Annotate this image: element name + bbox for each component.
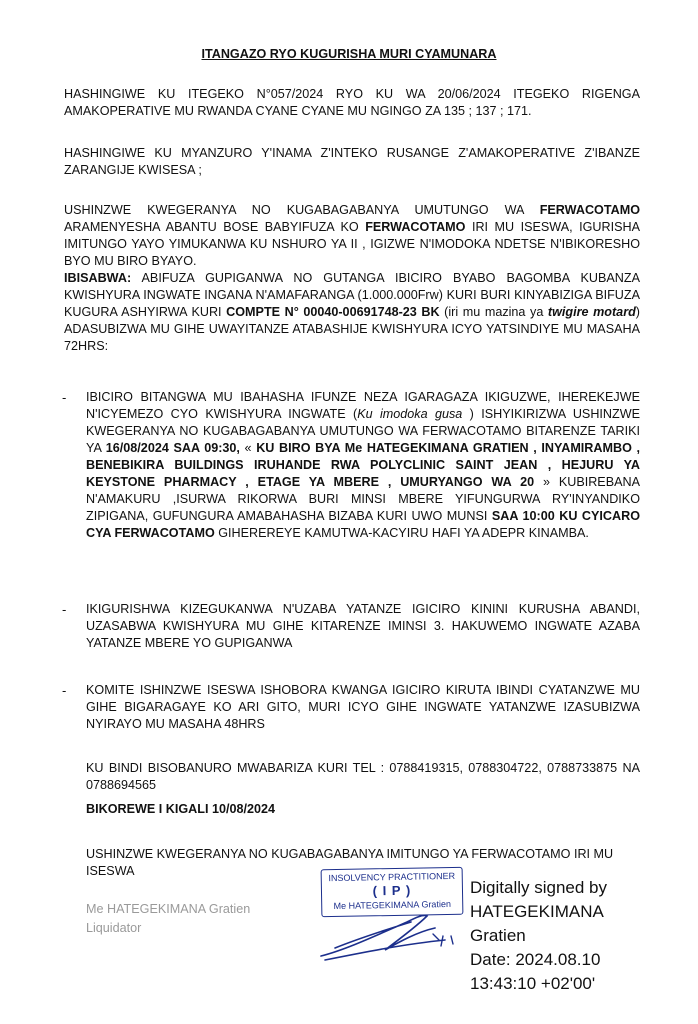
text-segment: GIHEREREYE KAMUTWA-KACYIRU HAFI YA ADEPR KINAMBA. (214, 526, 589, 540)
italic-note: Ku imodoka gusa (357, 407, 463, 421)
handwritten-signature (315, 900, 475, 970)
office-address: KU BIRO BYA Me HATEGEKIMANA GRATIEN , INYAMIRAMBO , BENEBIKIRA BUILDINGS IRUHANDE RWA POLYCLINIC SAINT JEAN , HEJURU YA KEYSTONE PHARMACY , ETAGE YA MBERE , UMURYANGO WA 20 (86, 441, 641, 489)
liquidator-name: Me HATEGEKIMANA Gratien (86, 902, 251, 916)
announcement-paragraph (64, 202, 640, 355)
bullet-dash: - (62, 683, 67, 698)
digital-signature-line: Date: 2024.08.10 (470, 950, 601, 969)
stamp-line-1: INSOLVENCY PRACTITIONER (328, 870, 456, 884)
document-title: ITANGAZO RYO KUGURISHA MURI CYAMUNARA (201, 47, 497, 61)
assembly-resolution-paragraph: HASHINGIWE KU MYANZURO Y'INAMA Z'INTEKO RUSANGE Z'AMAKOPERATIVE Z'IBANZE ZARANGIJE KWISESA ; (64, 146, 640, 177)
stamp-line-2: ( I P ) (372, 882, 412, 899)
opening-time-place: SAA 10:00 KU CYICARO CYA FERWACOTAMO (86, 509, 640, 540)
account-holder-name: twigire motard (547, 305, 636, 319)
bid-submission-paragraph (86, 389, 640, 542)
deadline-date: 16/08/2024 SAA 09:30, (105, 441, 240, 455)
requirements-label: IBISABWA: (64, 271, 132, 285)
stamp-line-3: Me HATEGEKIMANA Gratien (333, 898, 451, 912)
legal-basis-paragraph: HASHINGIWE KU ITEGEKO N°057/2024 RYO KU WA 20/06/2024 ITEGEKO RIGENGA AMAKOPERATIVE MU RWANDA CYANE CYANE MU NGINGO ZA 135 ; 137 ; 171. (64, 87, 640, 118)
text-segment: USHINZWE KWEGERANYA NO KUGABAGABANYA UMUTUNGO WA (64, 203, 540, 217)
text-segment: ) ADASUBIZWA MU GIHE UWAYITANZE ATABASHIJE KWISHYURA ICYO YATSINDIYE MU MASAHA 72HRS: (64, 305, 640, 353)
committee-paragraph: KOMITE ISHINZWE ISESWA ISHOBORA KWANGA IGICIRO KIRUTA IBINDI CYATANZWE MU GIHE BIGARAGAYE KO ARI GITO, MURI ICYO GIHE INGWATE YATANZWE IZASUBIZWA NYIRAYO MU MASAHA 48HRS (86, 683, 640, 731)
account-number: COMPTE N° 00040-00691748-23 BK (226, 305, 440, 319)
text-segment: (iri mu mazina ya (439, 305, 548, 319)
digital-signature-line: Gratien (470, 926, 526, 945)
liquidator-role: Liquidator (86, 921, 142, 935)
bullet-dash: - (62, 602, 67, 617)
text-segment: « (239, 441, 257, 455)
text-segment: ) ISHYIKIRIZWA USHINZWE KWEGERANYA NO KUGABAGABANYA UMUTUNGO WA FERWACOTAMO BITARENZE TARIKI YA (86, 407, 640, 455)
digital-signature-line: Digitally signed by (470, 878, 608, 897)
digital-signature-line: HATEGEKIMANA (470, 902, 604, 921)
text-segment: ARAMENYESHA ABANTU BOSE BABYIFUZA KO (64, 220, 366, 234)
org-name-bold: FERWACOTAMO (365, 220, 466, 234)
closing-title: USHINZWE KWEGERANYA NO KUGABAGABANYA IMITUNGO YA FERWACOTAMO IRI MU ISESWA (86, 847, 614, 878)
digital-signature-block (470, 876, 607, 996)
contact-info: KU BINDI BISOBANURO MWABARIZA KURI TEL : 0788419315, 0788304722, 0788733875 NA 0788694565 (86, 761, 640, 792)
bullet-dash: - (62, 390, 67, 405)
digital-signature-line: 13:43:10 +02'00' (470, 974, 596, 993)
liquidator-block (86, 900, 250, 938)
place-and-date: BIKOREWE I KIGALI 10/08/2024 (86, 802, 275, 816)
text-segment: IBICIRO BITANGWA MU IBAHASHA IFUNZE NEZA IGARAGAZA IKIGUZWE, IHEREKEJWE N'ICYEMEZO CYO KWISHYURA INGWATE ( (86, 390, 640, 421)
org-name-bold: FERWACOTAMO (539, 203, 640, 217)
text-segment: » KUBIREBANA N'AMAKURU ,ISURWA RIKORWA BURI MINSI MBERE YIFUNGURWA RY'INYANDIKO ZIPIGANA, GUFUNGURA AMABAHASHA BIZABA KURI UWO MUNSI (86, 475, 641, 523)
text-segment: ABIFUZA GUPIGANWA NO GUTANGA IBICIRO BYABO BAGOMBA KUBANZA KWISHYURA INGWATE INGANA N'AMAFARANGA (1.000.000Frw) KURI BURI KINYABIZIGA BIFUZA KUGURA ASHYIRWA KURI (64, 271, 640, 319)
text-segment: IRI MU ISESWA, IGURISHA IMITUNGO YAYO YIMUKANWA KU NSHURO YA II , IGIZWE N'IMODOKA NDETSE N'IBIKORESHO BYO MU BIRO BYAYO. (64, 220, 640, 268)
winner-paragraph: IKIGURISHWA KIZEGUKANWA N'UZABA YATANZE IGICIRO KININI KURUSHA ABANDI, UZASABWA KWISHYURA MU GIHE KITARENZE IMINSI 3. HAKUWEMO INGWATE AZABA YATANZE MBERE YO GUPIGANWA (86, 602, 640, 650)
